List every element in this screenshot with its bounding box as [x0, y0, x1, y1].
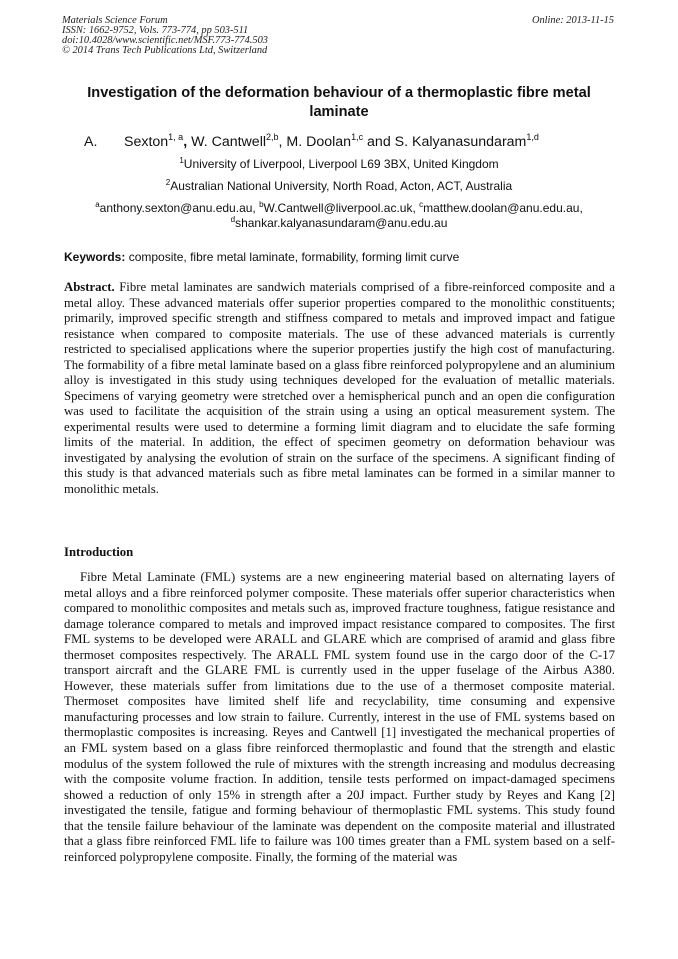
journal-info [62, 16, 268, 56]
aff-1-text: University of Liverpool, Liverpool L69 3BX, United Kingdom [183, 157, 499, 171]
email-line [64, 201, 614, 216]
journal-name: Materials Science Forum [62, 15, 168, 26]
author-1-name: Sexton [124, 134, 169, 150]
email-a[interactable]: anthony.sexton@anu.edu.au, [99, 201, 256, 215]
affiliation-1 [64, 157, 614, 172]
author-4-sup: 1,d [526, 132, 539, 142]
doi: doi:10.4028/www.scientific.net/MSF.773-774.503 [62, 35, 268, 46]
email-c[interactable]: matthew.doolan@anu.edu.au, [423, 201, 583, 215]
email-a-sup: a [95, 200, 100, 209]
email-c-sup: c [419, 200, 424, 209]
aff-2-text: Australian National University, North Road, Acton, ACT, Australia [170, 179, 513, 193]
author-2-name: W. Cantwell [191, 134, 266, 150]
keywords-text: composite, fibre metal laminate, formability, forming limit curve [128, 250, 460, 264]
online-date: Online: 2013-11-15 [531, 15, 614, 26]
keywords-label: Keywords: [64, 250, 126, 264]
aff-2-sup: 2 [165, 178, 171, 187]
introduction-heading: Introduction [64, 545, 134, 559]
issn: ISSN: 1662-9752, Vols. 773-774, pp 503-511 [62, 25, 249, 36]
aff-1-sup: 1 [179, 156, 184, 165]
abstract-text: Fibre metal laminates are sandwich materials comprised of a fibre-reinforced composite and a metal alloy. These advanced materials offer superior properties compared to the monolithic constituents; primarily, improved specific strength and stiffness compared to metals and improved impact and fatigue resistance when compared to composite materials. The use of these advanced materials is currently restricted to specialised applications where the superior properties justify the high cost of manufacturing. The formability of a fibre metal laminate based on a glass fibre reinforced polypropylene and an aluminium alloy is investigated in this study using techniques developed for the evaluation of metallic materials. Specimens of varying geometry were stretched over a hemispherical punch and an open die configuration was used to facilitate the acquisition of the strain using a using an optical measurement system. The experimental results were used to determine a forming limit diagram and to elucidate the safe forming limits of the material. In addition, the effect of specimen geometry on deformation behaviour was investigated by analysing the evolution of strain on the surface of the specimens. A significant finding of this study is that advanced materials such as fibre metal laminates can be formed in a similar manner to monolithic metals. [64, 280, 615, 496]
affiliation-2 [64, 179, 614, 194]
author-4-name: S. Kalyanasundaram [394, 134, 527, 150]
author-1-initial: A. [84, 134, 98, 150]
author-and: and [367, 134, 391, 150]
author-3-name: M. Doolan [286, 134, 352, 150]
email-d-sup: d [230, 215, 236, 224]
introduction-paragraph: Fibre Metal Laminate (FML) systems are a new engineering material based on alternating layers of metal alloys and a fibre reinforced polymer composite. These materials offer superior characteristics when compared to monolithic composites and metals such as, improved fracture toughness, fatigue resistance and damage tolerance compared to metals and improved impact resistance compared to composites. The first FML systems to be developed were ARALL and GLARE which are comprised of aramid and glass fibre thermoset composites respectively. The ARALL FML system found use in the cargo door of the C-17 transport aircraft and the GLARE FML is currently used in the upper fuselage of the Airbus A380. However, these materials suffer from limitations due to the use of a thermoset composite material. Thermoset composites have limited shelf life and recyclability, time consuming and expensive manufacturing processes and low strain to failure. Currently, interest in the use of FML systems based on thermoplastic composites is increasing. Reyes and Cantwell [1] investigated the mechanical properties of an FML system based on a glass fibre reinforced thermoplastic and found that the strength and elastic modulus of the system followed the rule of mixtures with the strength increasing and modulus decreasing with the composite volume fraction. In addition, tensile tests performed on impact-damaged specimens showed a reduction of only 15% in strength after a 20J impact. Further study by Reyes and Kang [2] investigated the tensile, fatigue and forming behaviour of thermoplastic FML systems. This study found that the tensile failure behaviour of the laminate was dependent on the composite material and illustrated that a glass fibre reinforced FML life to failure was 100 times greater than a FML system based on a self-reinforced polypropylene composite. Finally, the forming of the material was [64, 570, 615, 864]
email-b-sup: b [259, 200, 264, 209]
abstract-label: Abstract. [64, 280, 115, 294]
email-d[interactable]: shankar.kalyanasundaram@anu.edu.au [235, 216, 448, 230]
author-1-sup: 1, a [168, 132, 184, 142]
paper-title: Investigation of the deformation behaviour of a thermoplastic fibre metal laminate [87, 85, 591, 120]
abstract [64, 280, 615, 497]
copyright: © 2014 Trans Tech Publications Ltd, Switzerland [62, 45, 268, 56]
author-3-sup: 1,c [351, 132, 364, 142]
keywords [64, 250, 614, 265]
author-2-sup: 2,b [266, 132, 279, 142]
email-b[interactable]: W.Cantwell@liverpool.ac.uk, [263, 201, 416, 215]
email-line-2 [64, 216, 614, 231]
